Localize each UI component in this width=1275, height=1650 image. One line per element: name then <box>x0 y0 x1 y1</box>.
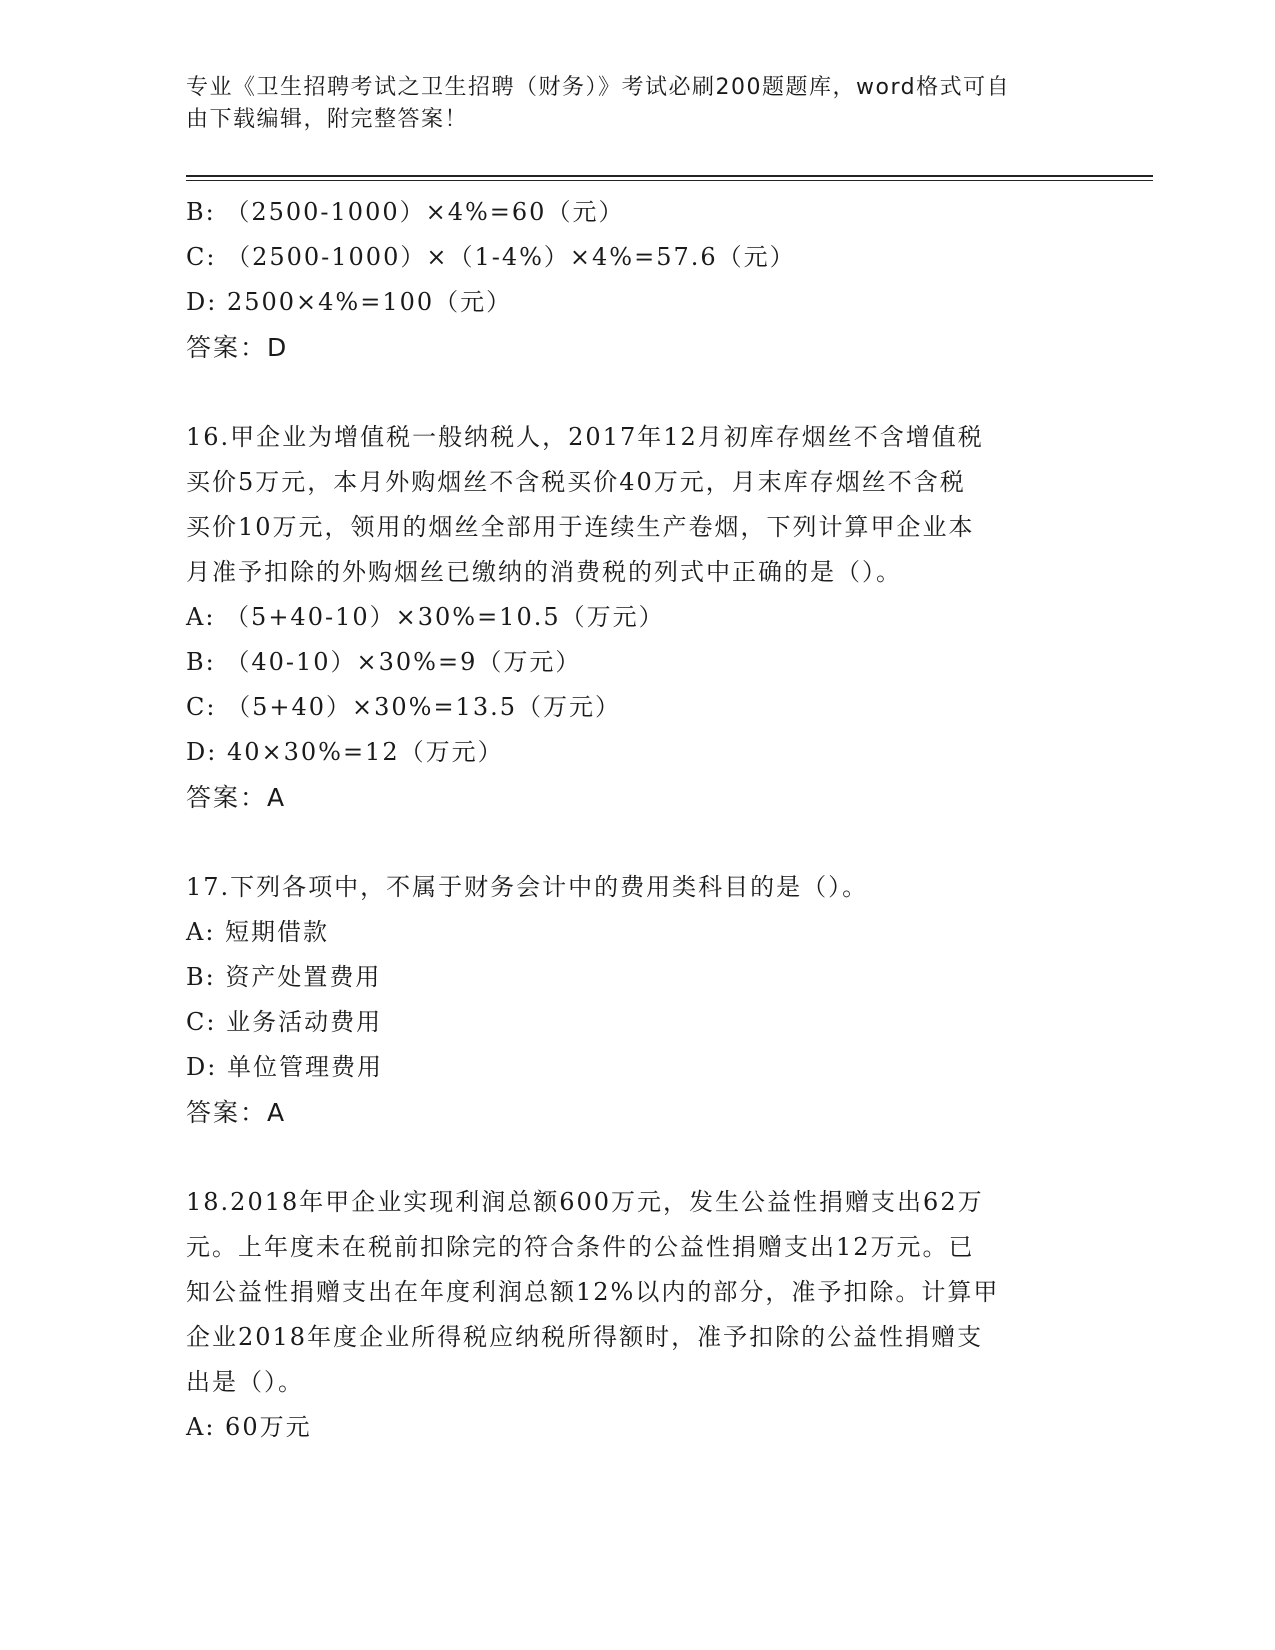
question-line: 17.下列各项中，不属于财务会计中的费用类科目的是（）。 <box>186 873 869 901</box>
option-b: B: （2500-1000）×4%=60（元） <box>186 198 625 226</box>
question-16-text <box>186 415 1066 595</box>
question-line: 买价10万元，领用的烟丝全部用于连续生产卷烟，下列计算甲企业本 <box>186 513 975 541</box>
question-17-block <box>186 865 1086 1135</box>
question-line: 知公益性捐赠支出在年度利润总额12%以内的部分，准予扣除。计算甲 <box>186 1278 1000 1306</box>
answer-label: 答案：A <box>186 783 287 812</box>
prev-question-block <box>186 190 1086 370</box>
header-line-2: 由下载编辑，附完整答案！ <box>186 107 469 132</box>
header-divider-thin <box>186 180 1153 181</box>
document-body <box>186 190 1086 1450</box>
question-line: 企业2018年度企业所得税应纳税所得额时，准予扣除的公益性捐赠支 <box>186 1323 984 1351</box>
question-18-text <box>186 1180 1066 1405</box>
option-d: D: 40×30%=12（万元） <box>186 738 504 766</box>
option-b: B: 资产处置费用 <box>186 963 382 991</box>
question-18-block <box>186 1180 1086 1450</box>
option-a: A: 短期借款 <box>186 918 330 946</box>
question-line: 16.甲企业为增值税一般纳税人，2017年12月初库存烟丝不含增值税 <box>186 423 984 451</box>
document-header <box>186 72 1086 136</box>
header-divider-thick <box>186 175 1153 177</box>
option-c: C: 业务活动费用 <box>186 1008 383 1036</box>
option-c: C: （2500-1000）×（1-4%）×4%=57.6（元） <box>186 243 796 271</box>
option-a: A: （5+40-10）×30%=10.5（万元） <box>186 603 665 631</box>
option-a: A: 60万元 <box>186 1413 312 1441</box>
question-line: 出是（）。 <box>186 1368 304 1396</box>
question-line: 买价5万元，本月外购烟丝不含税买价40万元，月末库存烟丝不含税 <box>186 468 966 496</box>
answer-label: 答案：D <box>186 333 289 362</box>
answer-label: 答案：A <box>186 1098 287 1127</box>
option-b: B: （40-10）×30%=9（万元） <box>186 648 582 676</box>
question-line: 月准予扣除的外购烟丝已缴纳的消费税的列式中正确的是（）。 <box>186 558 902 586</box>
question-line: 元。上年度未在税前扣除完的符合条件的公益性捐赠支出12万元。已 <box>186 1233 975 1261</box>
option-c: C: （5+40）×30%=13.5（万元） <box>186 693 621 721</box>
question-16-block <box>186 415 1086 820</box>
option-d: D: 单位管理费用 <box>186 1053 383 1081</box>
question-17-text <box>186 865 1066 910</box>
option-d: D: 2500×4%=100（元） <box>186 288 513 316</box>
question-line: 18.2018年甲企业实现利润总额600万元，发生公益性捐赠支出62万 <box>186 1188 984 1216</box>
header-line-1: 专业《卫生招聘考试之卫生招聘（财务）》考试必刷200题题库，word格式可自 <box>186 75 1011 100</box>
